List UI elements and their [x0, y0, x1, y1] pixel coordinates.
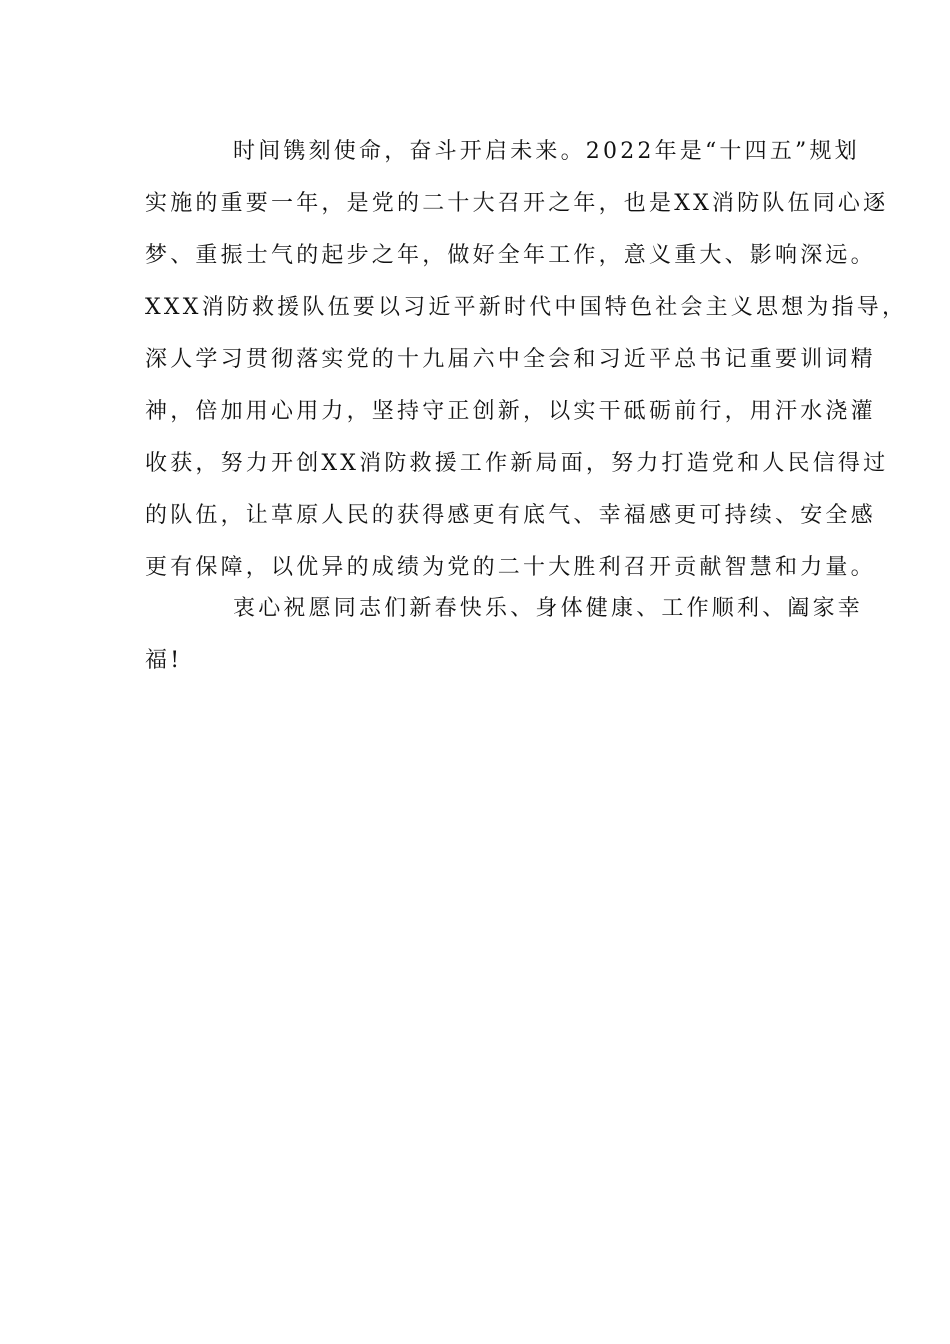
text-line: 实施的重要一年，是党的二十大召开之年，也是XX消防队伍同心逐	[145, 191, 889, 216]
text-line: 更有保障，以优异的成绩为党的二十大胜利召开贡献智慧和力量。	[145, 555, 876, 580]
text-line: 梦、重振士气的起步之年，做好全年工作，意义重大、影响深远。	[145, 243, 876, 268]
text-line: 神，倍加用心用力，坚持守正创新，以实干砥砺前行，用汗水浇灌	[145, 399, 876, 424]
text-line: 衷心祝愿同志们新春快乐、身体健康、工作顺利、阖家幸	[233, 596, 864, 621]
paragraph-1	[145, 126, 908, 594]
text-line: 福!	[145, 648, 183, 673]
text-line: 收获，努力开创XX消防救援工作新局面，努力打造党和人民信得过	[145, 451, 889, 476]
text-line: 时间镌刻使命，奋斗开启未来。2022年是“十四五”规划	[233, 139, 860, 164]
text-line: 的队伍，让草原人民的获得感更有底气、幸福感更可持续、安全感	[145, 503, 876, 528]
paragraph-2	[145, 583, 864, 687]
text-line: XXX消防救援队伍要以习近平新时代中国特色社会主义思想为指导，	[145, 295, 908, 320]
text-line: 深人学习贯彻落实党的十九届六中全会和习近平总书记重要训词精	[145, 347, 876, 372]
